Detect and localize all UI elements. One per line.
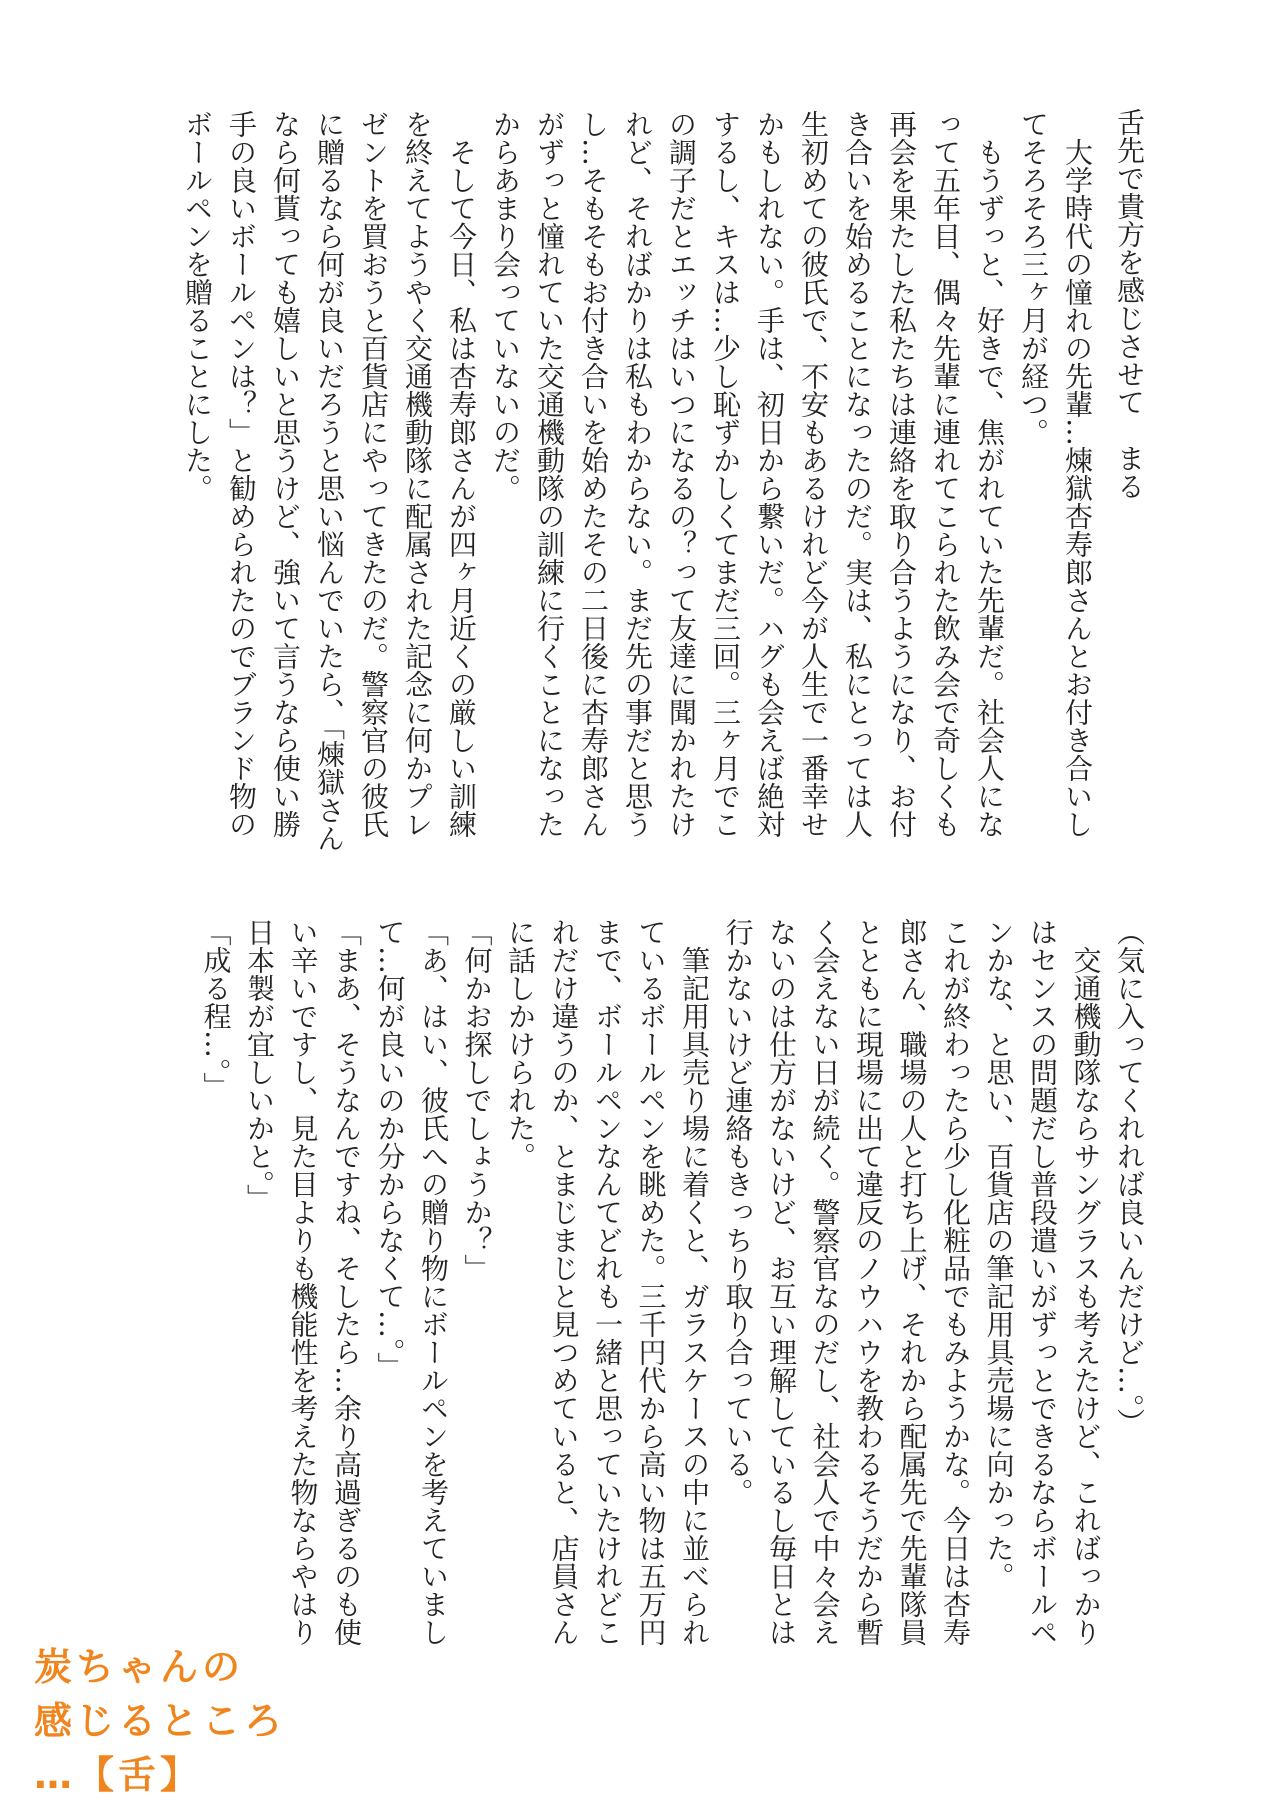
text-column: ンかな、と思い、百貨店の筆記用具売場に向かった。 bbox=[982, 918, 1016, 1590]
text-column: し…そもそもお付き合いを始めたその二日後に杏寿郎さん bbox=[577, 110, 610, 838]
text-column: を終えてようやく交通機動隊に配属された記念に何かプレ bbox=[401, 110, 434, 838]
text-column: って五年目、偶々先輩に連れてこられた飲み会で奇しくも bbox=[929, 110, 962, 838]
text-column: かもしれない。手は、初日から繋いだ。ハグも会えば絶対 bbox=[753, 110, 786, 838]
text-column: なら何貰っても嬉しいと思うけど、強いて言うなら使い勝 bbox=[269, 110, 302, 838]
text-column: ゼントを買おうと百貨店にやってきたのだ。警察官の彼氏 bbox=[357, 110, 390, 838]
text-column: れど、そればかりは私もわからない。まだ先の事だと思う bbox=[621, 110, 654, 838]
text-column: 「まあ、そうなんですね、そしたら…余り高過ぎるのも使 bbox=[330, 918, 363, 1646]
text-column: き合いを始めることになったのだ。実は、私にとっては人 bbox=[841, 110, 874, 838]
text-column: に贈るなら何が良いだろうと思い悩んでいたら、「煉獄さん bbox=[313, 110, 346, 852]
text-column: 大学時代の憧れの先輩…煉獄杏寿郎さんとお付き合いし bbox=[1061, 110, 1094, 838]
text-column: 「何かお探しでしょうか？」 bbox=[460, 918, 494, 1282]
text-column: ているボールペンを眺めた。三千円代から高い物は五万円 bbox=[634, 918, 668, 1646]
text-column: ボールペンを贈ることにした。 bbox=[181, 110, 214, 502]
text-column: そして今日、私は杏寿郎さんが四ヶ月近くの厳しい訓練 bbox=[445, 110, 478, 838]
text-column: からあまり会っていないのだ。 bbox=[489, 110, 522, 502]
text-column: ないのは仕方がないけど、お互い理解しているし毎日とは bbox=[765, 918, 798, 1646]
text-column: もうずっと、好きで、焦がれていた先輩だ。社会人にな bbox=[973, 110, 1006, 838]
text-column: はセンスの問題だし普段遣いがずっとできるならボールペ bbox=[1026, 918, 1059, 1646]
story-title: 舌先で貴方を感じさせて まる bbox=[1113, 108, 1146, 500]
text-column: て…何が良いのか分からなくて…。」 bbox=[373, 918, 407, 1380]
text-column: 行かないけど連絡もきっちり取り合っている。 bbox=[721, 918, 755, 1506]
series-title-line: …【舌】 bbox=[34, 1753, 203, 1797]
bottom-text-block bbox=[194, 918, 1151, 1646]
series-title-line: 感じるところ bbox=[34, 1699, 287, 1743]
text-column: これが終わったら少し化粧品でもみようかな。今日は杏寿 bbox=[939, 918, 972, 1646]
text-column: 交通機動隊ならサングラスも考えたけど、こればっかり bbox=[1069, 918, 1103, 1646]
text-column: とともに現場に出て違反のノウハウを教わるそうだから暫 bbox=[852, 918, 885, 1646]
series-title bbox=[34, 1640, 286, 1802]
story-title-column bbox=[1107, 108, 1151, 500]
top-text-block bbox=[175, 110, 1099, 852]
text-column: い辛いですし、見た目よりも機能性を考えた物ならやはり bbox=[286, 918, 320, 1646]
series-title-line: 炭ちゃんの bbox=[34, 1645, 245, 1689]
text-column: 再会を果たした私たちは連絡を取り合うようになり、お付 bbox=[885, 110, 918, 838]
text-column: 「あ、はい、彼氏への贈り物にボールペンを考えていまし bbox=[417, 918, 450, 1646]
text-column: （気に入ってくれれば良いんだけど…。） bbox=[1113, 918, 1146, 1436]
text-column: てそろそろ三ヶ月が経つ。 bbox=[1017, 110, 1050, 446]
text-column: 生初めての彼氏で、不安もあるけれど今が人生で一番幸せ bbox=[797, 110, 830, 838]
text-column: の調子だとエッチはいつになるの？って友達に聞かれたけ bbox=[665, 110, 698, 838]
text-column: に話しかけられた。 bbox=[504, 918, 537, 1170]
text-column: がずっと憧れていた交通機動隊の訓練に行くことになった bbox=[533, 110, 566, 838]
text-column: く会えない日が続く。警察官なのだし、社会人で中々会え bbox=[808, 918, 842, 1646]
text-column: まで、ボールペンなんてどれも一緒と思っていたけれどこ bbox=[591, 918, 624, 1646]
text-column: するし、キスは…少し恥ずかしくてまだ三回。三ヶ月でこ bbox=[709, 110, 742, 838]
text-column: 日本製が宜しいかと。」 bbox=[243, 918, 276, 1212]
text-column: 「成る程…。」 bbox=[199, 918, 233, 1100]
text-column: 筆記用具売り場に着くと、ガラスケースの中に並べられ bbox=[678, 918, 711, 1646]
text-column: 郎さん、職場の人と打ち上げ、それから配属先で先輩隊員 bbox=[895, 918, 929, 1646]
text-column: 手の良いボールペンは？」と勧められたのでブランド物の bbox=[225, 110, 258, 838]
text-column: れだけ違うのか、とまじまじと見つめていると、店員さん bbox=[547, 918, 581, 1646]
